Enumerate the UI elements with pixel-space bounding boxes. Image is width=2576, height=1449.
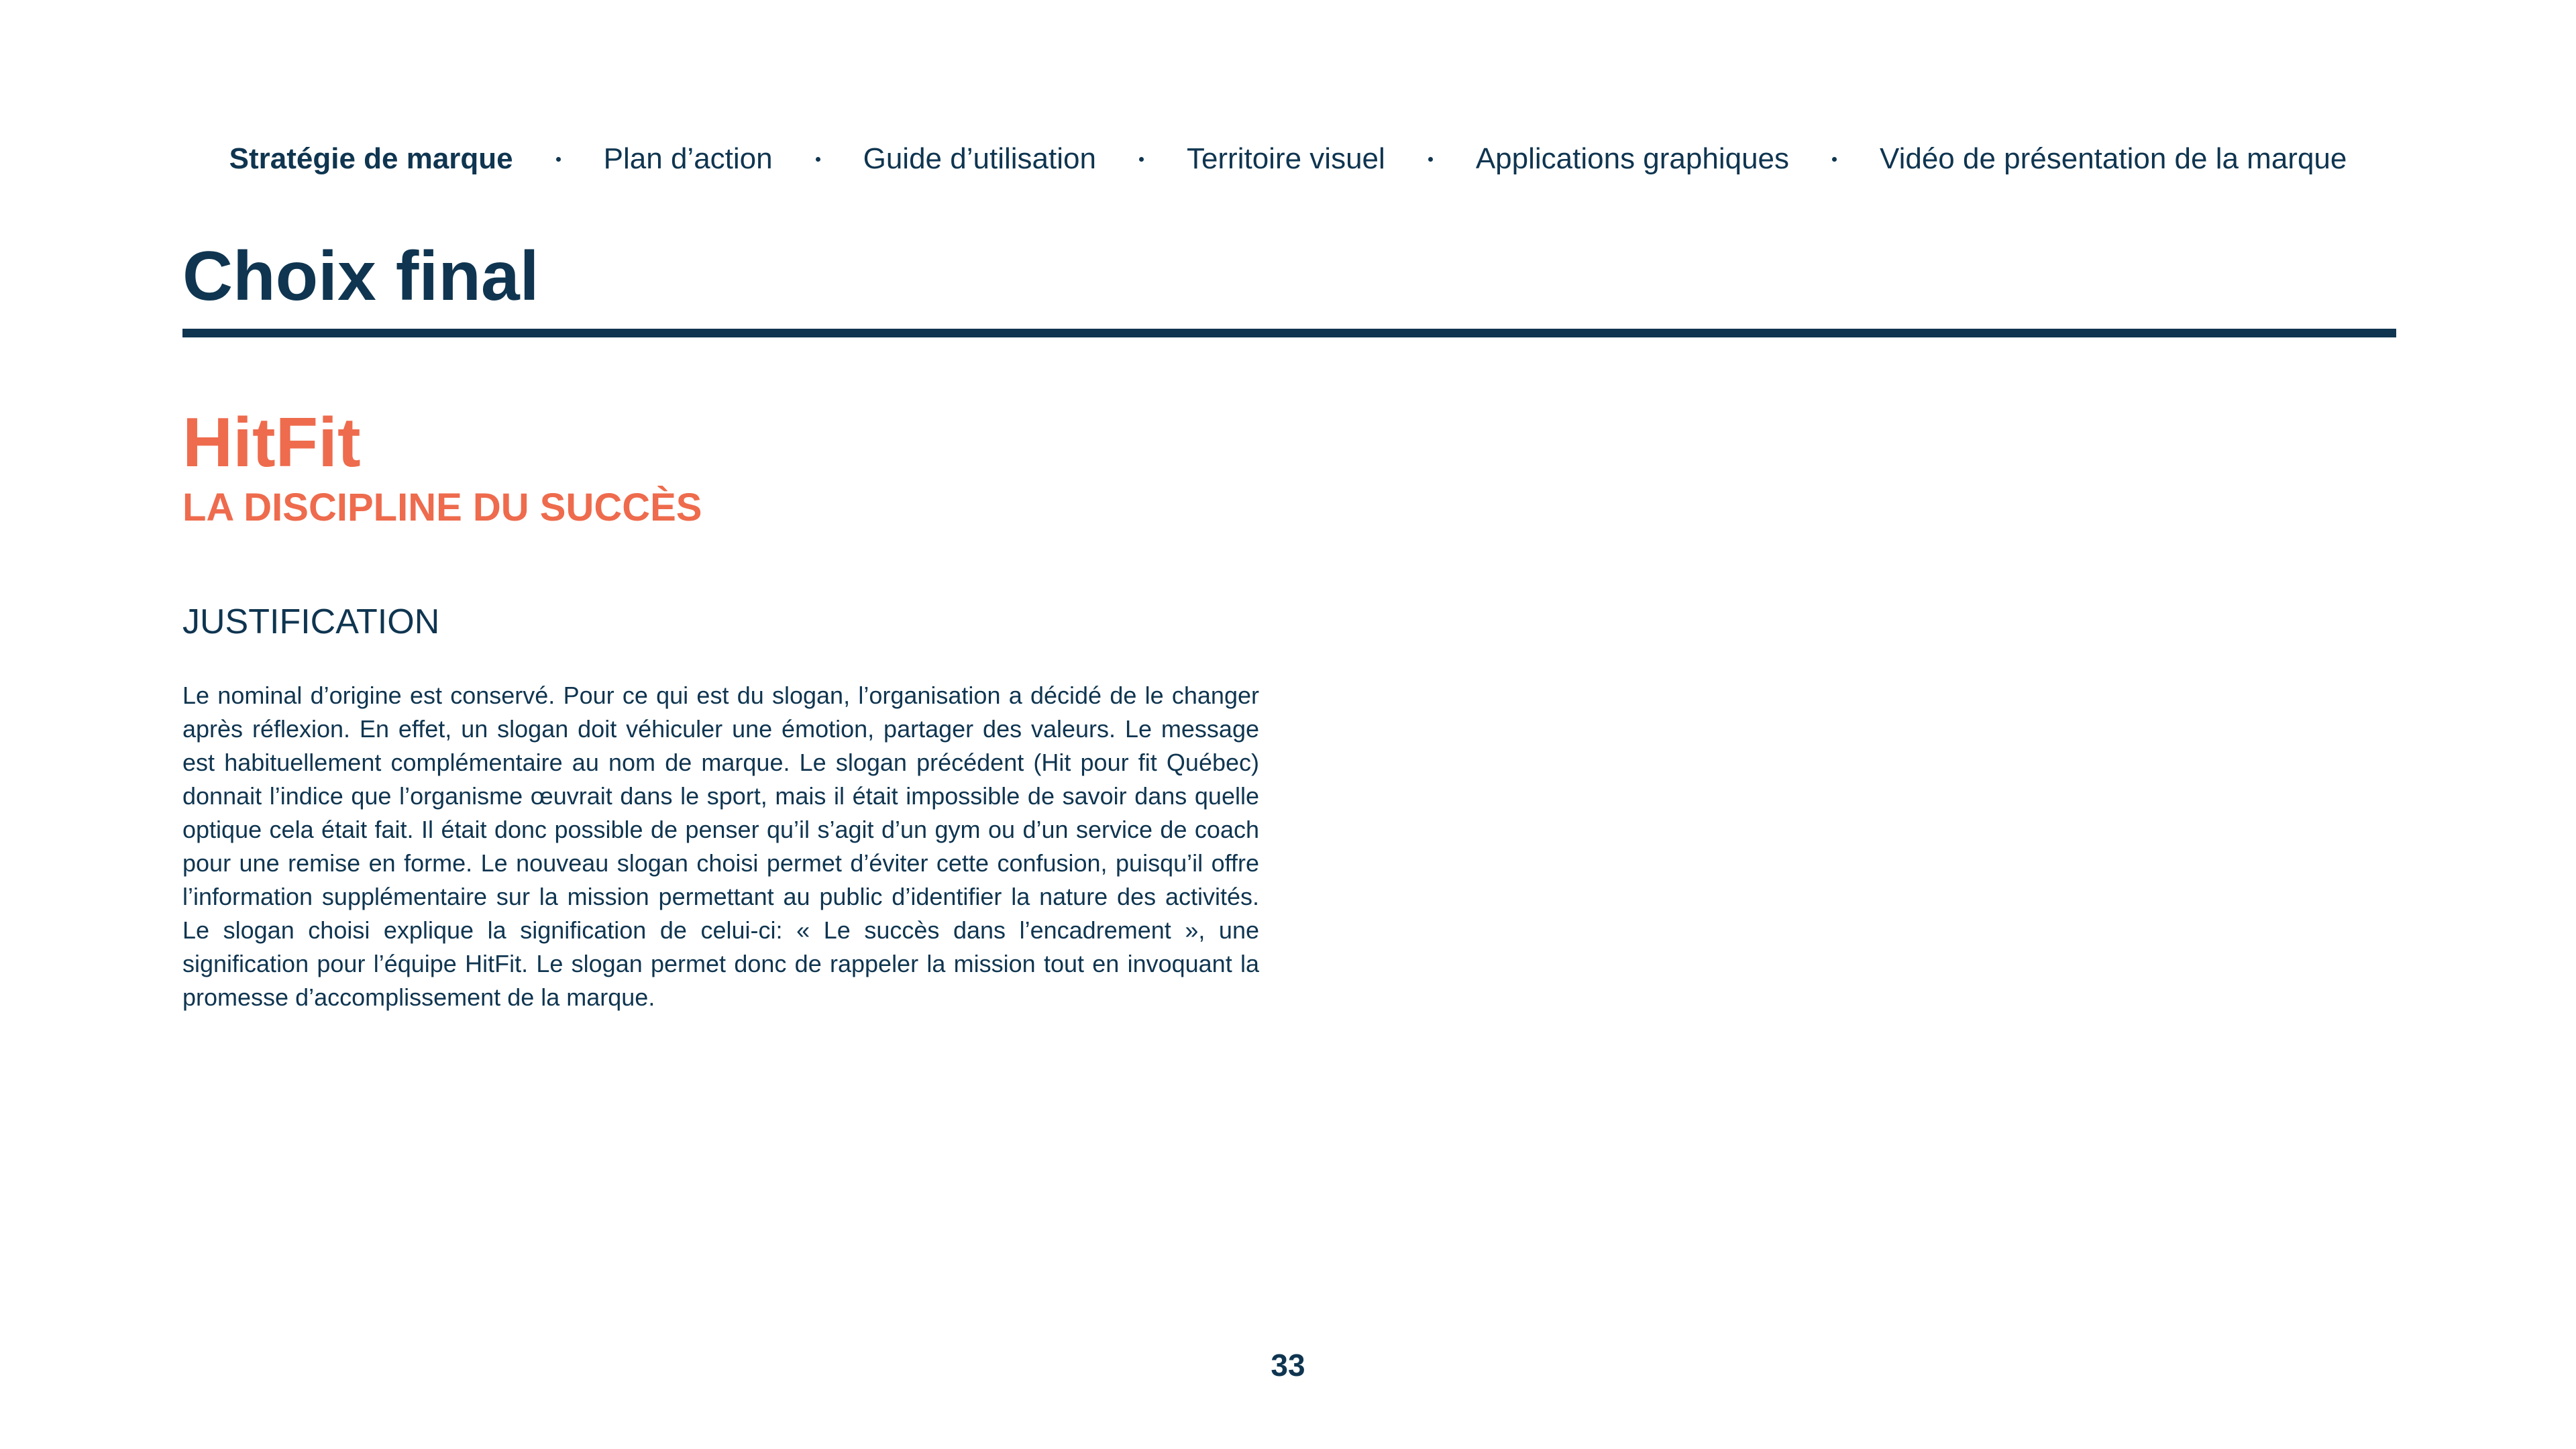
section-heading-justification: JUSTIFICATION xyxy=(182,602,440,641)
nav-item-territoire-visuel[interactable]: Territoire visuel xyxy=(1186,142,1385,175)
brand-slogan: LA DISCIPLINE DU SUCCÈS xyxy=(182,486,702,529)
page-title: Choix final xyxy=(182,237,539,315)
nav-separator-dot xyxy=(816,157,820,162)
brand-name: HitFit xyxy=(182,404,361,482)
top-navigation xyxy=(0,138,2576,180)
nav-item-applications-graphiques[interactable]: Applications graphiques xyxy=(1475,142,1790,175)
nav-item-video-presentation[interactable]: Vidéo de présentation de la marque xyxy=(1880,142,2347,175)
nav-item-guide-d-utilisation[interactable]: Guide d’utilisation xyxy=(863,142,1096,175)
nav-separator-dot xyxy=(1428,157,1433,162)
nav-separator-dot xyxy=(1139,157,1144,162)
justification-paragraph: Le nominal d’origine est conservé. Pour ce qui est du slogan, l’organisation a décidé de le changer après réflexion. En effet, un slogan doit véhiculer une émotion, partager des valeurs. Le message est habituellement complémentaire au nom de marque. Le slogan précédent (Hit pour fit Québec) donnait l’indice que l’organisme œuvrait dans le sport, mais il était impossible de savoir dans quelle optique cela était fait. Il était donc possible de penser qu’il s’agit d’un gym ou d’un service de coach pour une remise en forme. Le nouveau slogan choisi permet d’éviter cette confusion, puisqu’il offre l’information supplémentaire sur la mission permettant au public d’identifier la nature des activités. Le slogan choisi explique la signification de celui-ci: « Le succès dans l’encadrement », une signification pour l’équipe HitFit. Le slogan permet donc de rappeler la mission tout en invoquant la promesse d’accomplissement de la marque. xyxy=(182,682,1259,1011)
nav-separator-dot xyxy=(556,157,561,162)
nav-separator-dot xyxy=(1832,157,1837,162)
nav-item-strategie-de-marque[interactable]: Stratégie de marque xyxy=(229,142,513,175)
nav-item-plan-d-action[interactable]: Plan d’action xyxy=(603,142,773,175)
page-number: 33 xyxy=(1271,1348,1305,1383)
title-divider xyxy=(182,329,2396,337)
